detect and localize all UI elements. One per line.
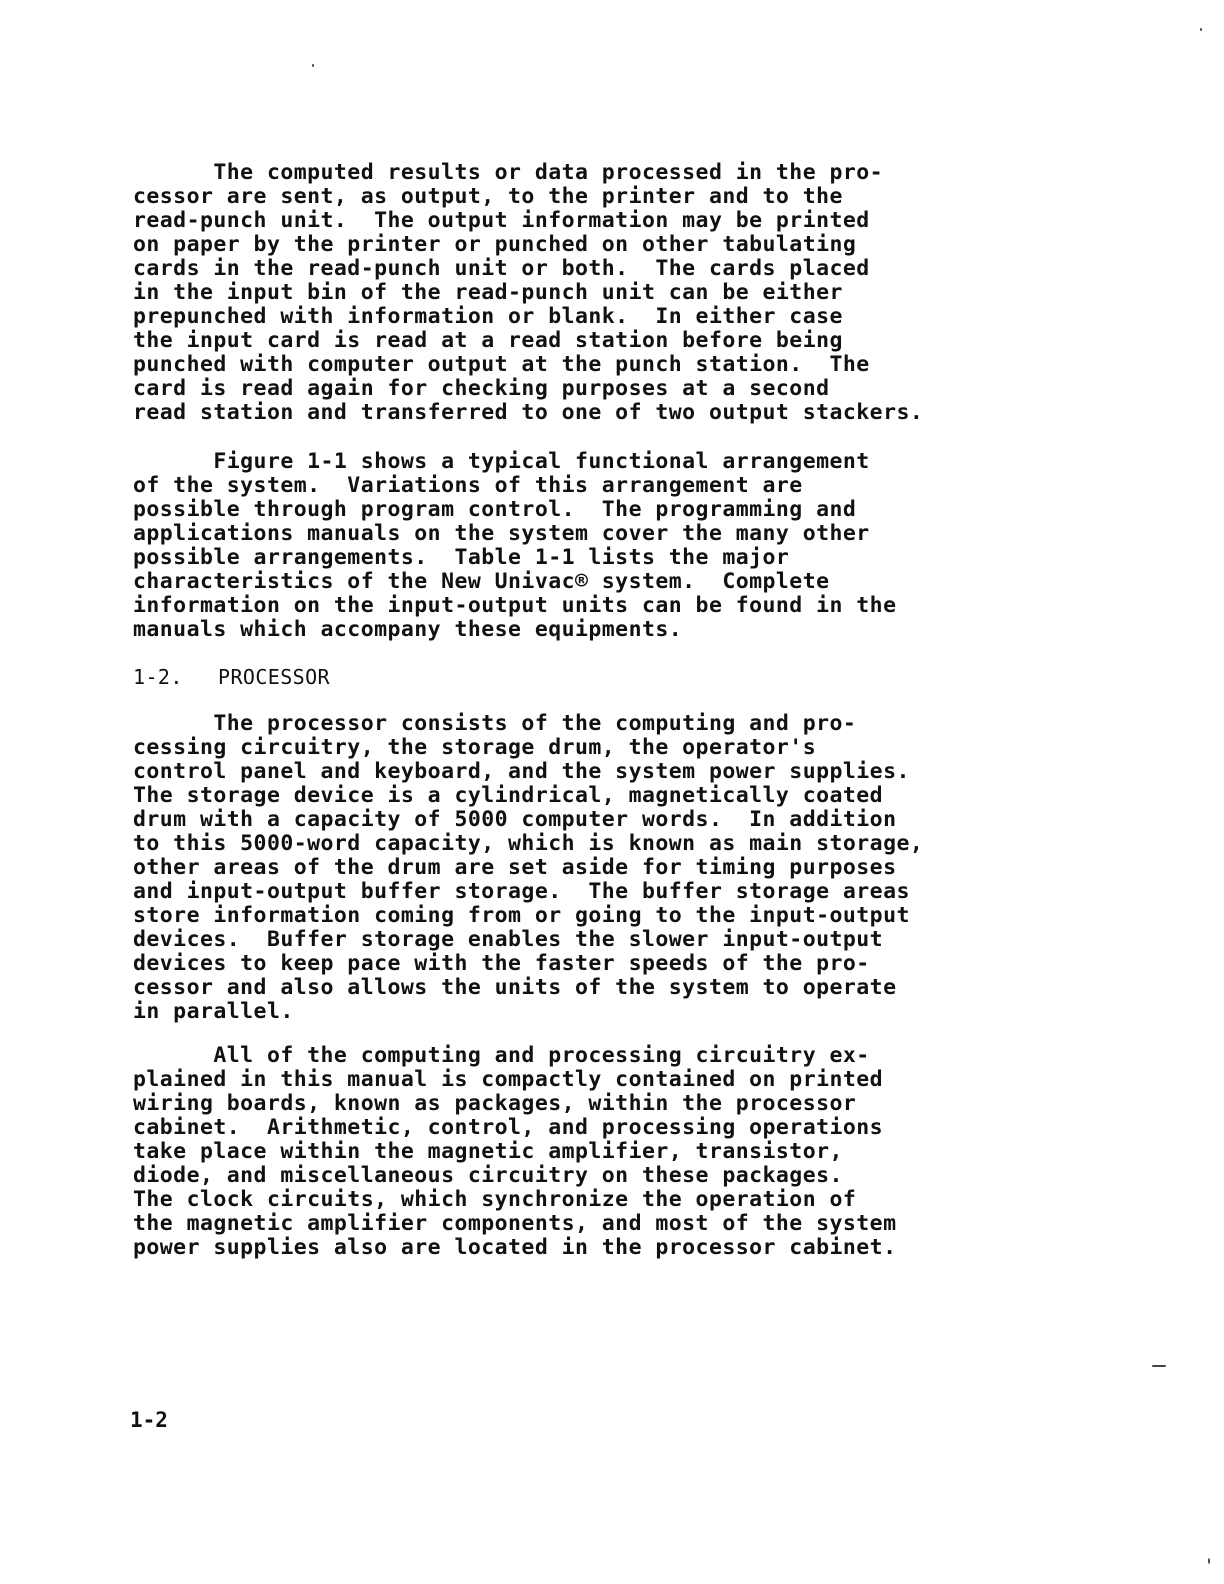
paragraph-circuitry-description — [133, 1044, 896, 1260]
text-line: read station and transferred to one of two output stackers. — [133, 400, 924, 425]
text-line: applications manuals on the system cover the many other — [133, 521, 870, 546]
text-line: other areas of the drum are set aside for timing purposes — [133, 855, 897, 880]
text-line: cessor are sent, as output, to the printer and to the — [133, 184, 843, 209]
text-line: possible arrangements. Table 1-1 lists the major — [133, 545, 790, 570]
text-line: The computed results or data processed in the pro- — [133, 160, 884, 185]
text-line: plained in this manual is compactly contained on printed — [133, 1067, 884, 1092]
text-line: The storage device is a cylindrical, magnetically coated — [133, 783, 884, 808]
text-line: information on the input-output units can be found in the — [133, 593, 897, 618]
text-line: in parallel. — [133, 999, 294, 1024]
scan-speck — [1200, 28, 1202, 31]
text-line: prepunched with information or blank. In either case — [133, 304, 843, 329]
scan-speck — [1208, 1558, 1210, 1564]
section-number: 1-2. — [133, 665, 183, 689]
text-line: control panel and keyboard, and the system power supplies. — [133, 759, 910, 784]
text-line: cabinet. Arithmetic, control, and processing operations — [133, 1115, 884, 1140]
text-line: to this 5000-word capacity, which is known as main storage, — [133, 831, 924, 856]
text-line: the magnetic amplifier components, and most of the system — [133, 1211, 897, 1236]
scan-speck — [1152, 1365, 1166, 1367]
text-line: devices. Buffer storage enables the slower input-output — [133, 927, 884, 952]
text-line: possible through program control. The programming and — [133, 497, 857, 522]
text-line: card is read again for checking purposes at a second — [133, 376, 830, 401]
text-line: in the input bin of the read-punch unit can be either — [133, 280, 843, 305]
text-line: The processor consists of the computing and pro- — [133, 711, 857, 736]
text-line: All of the computing and processing circuitry ex- — [133, 1043, 870, 1068]
page-number: 1-2 — [130, 1408, 168, 1432]
text-line: on paper by the printer or punched on other tabulating — [133, 232, 857, 257]
text-line: punched with computer output at the punch station. The — [133, 352, 870, 377]
section-heading — [133, 665, 330, 689]
text-line: read-punch unit. The output information may be printed — [133, 208, 870, 233]
text-line: take place within the magnetic amplifier, transistor, — [133, 1139, 843, 1164]
paragraph-functional-arrangement — [133, 450, 896, 642]
text-line: Figure 1-1 shows a typical functional arrangement — [133, 449, 870, 474]
text-line: and input-output buffer storage. The buffer storage areas — [133, 879, 910, 904]
text-line: cessor and also allows the units of the system to operate — [133, 975, 897, 1000]
text-line: store information coming from or going to the input-output — [133, 903, 910, 928]
text-line: characteristics of the New Univac® system. Complete — [133, 569, 830, 594]
text-line: power supplies also are located in the processor cabinet. — [133, 1235, 897, 1260]
text-line: devices to keep pace with the faster speeds of the pro- — [133, 951, 870, 976]
paragraph-processor-description — [133, 712, 923, 1024]
text-line: the input card is read at a read station before being — [133, 328, 843, 353]
text-line: wiring boards, known as packages, within the processor — [133, 1091, 857, 1116]
paragraph-output-description — [133, 161, 923, 425]
text-line: The clock circuits, which synchronize the operation of — [133, 1187, 857, 1212]
text-line: cessing circuitry, the storage drum, the operator's — [133, 735, 817, 760]
text-line: drum with a capacity of 5000 computer words. In addition — [133, 807, 897, 832]
text-line: cards in the read-punch unit or both. The cards placed — [133, 256, 870, 281]
text-line: manuals which accompany these equipments. — [133, 617, 683, 642]
text-line: of the system. Variations of this arrangement are — [133, 473, 803, 498]
text-line: diode, and miscellaneous circuitry on these packages. — [133, 1163, 843, 1188]
scan-speck — [312, 64, 314, 67]
section-title: PROCESSOR — [218, 665, 330, 689]
